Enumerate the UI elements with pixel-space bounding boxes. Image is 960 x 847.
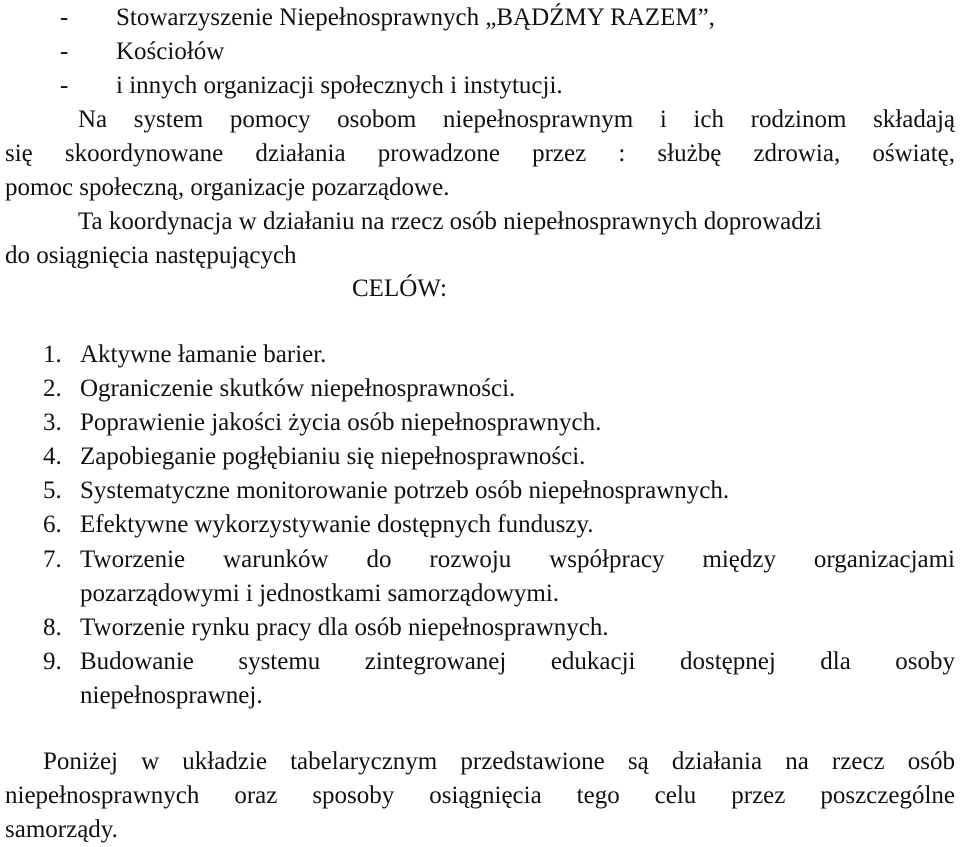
- dash-marker: -: [60, 4, 69, 31]
- paragraph-line: Na system pomocy osobom niepełnosprawnym i ich rodzinom składają: [78, 106, 955, 133]
- goal-number: 5.: [43, 477, 62, 504]
- goal-text: Systematyczne monitorowanie potrzeb osób niepełnosprawnych.: [80, 477, 730, 504]
- paragraph-line: się skoordynowane działania prowadzone przez : służbę zdrowia, oświatę,: [5, 140, 955, 167]
- goal-number: 7.: [43, 546, 62, 573]
- goal-number: 3.: [43, 409, 62, 436]
- dash-list-item: [60, 69, 563, 103]
- paragraph-line: Ta koordynacja w działaniu na rzecz osób niepełnosprawnych doprowadzi: [78, 208, 822, 235]
- goal-text: Aktywne łamanie barier.: [80, 341, 327, 368]
- goal-list-item: [43, 440, 955, 474]
- paragraph-line: niepełnosprawnych oraz sposoby osiągnięcia tego celu przez poszczególne: [5, 782, 955, 809]
- goal-text: Ograniczenie skutków niepełnosprawności.: [80, 375, 516, 402]
- goal-list-item: [43, 372, 955, 406]
- goal-list-item: [43, 645, 955, 713]
- paragraph-line: do osiągnięcia następujących: [5, 242, 297, 269]
- goal-text-continued: niepełnosprawnej.: [80, 682, 263, 709]
- goal-number: 9.: [43, 648, 62, 675]
- dash-list-item: [60, 35, 224, 69]
- goal-list-item: [43, 474, 955, 508]
- goal-text: Efektywne wykorzystywanie dostępnych funduszy.: [80, 511, 594, 538]
- goals-heading: CELÓW:: [352, 275, 447, 302]
- goal-number: 4.: [43, 443, 62, 470]
- dash-list-text: Kościołów: [116, 38, 225, 65]
- paragraph-line: pomoc społeczną, organizacje pozarządowe.: [5, 174, 450, 201]
- dash-list-text: i innych organizacji społecznych i instytucji.: [116, 72, 563, 99]
- goal-text: Zapobieganie pogłębianiu się niepełnosprawności.: [80, 443, 586, 470]
- goal-text: Tworzenie rynku pracy dla osób niepełnosprawnych.: [80, 614, 609, 641]
- goal-text: Budowanie systemu zintegrowanej edukacji dostępnej dla osoby: [80, 648, 955, 675]
- goal-number: 2.: [43, 375, 62, 402]
- dash-marker: -: [60, 72, 69, 99]
- goal-text-continued: pozarządowymi i jednostkami samorządowymi.: [80, 580, 560, 607]
- paragraph-line: samorządy.: [5, 816, 118, 843]
- goal-text: Poprawienie jakości życia osób niepełnosprawnych.: [80, 409, 602, 436]
- goal-list-item: [43, 543, 955, 611]
- dash-list-item: [60, 1, 715, 35]
- goal-number: 8.: [43, 614, 62, 641]
- paragraph-line: Poniżej w układzie tabelarycznym przedstawione są działania na rzecz osób: [43, 748, 955, 775]
- dash-list-text: Stowarzyszenie Niepełnosprawnych „BĄDŹMY RAZEM”,: [116, 4, 715, 31]
- goal-number: 6.: [43, 511, 62, 538]
- goal-list-item: [43, 338, 955, 372]
- goal-number: 1.: [43, 341, 62, 368]
- dash-marker: -: [60, 38, 69, 65]
- goal-list-item: [43, 406, 955, 440]
- goal-list-item: [43, 611, 955, 645]
- goal-list-item: [43, 508, 955, 542]
- goal-text: Tworzenie warunków do rozwoju współpracy między organizacjami: [80, 546, 955, 573]
